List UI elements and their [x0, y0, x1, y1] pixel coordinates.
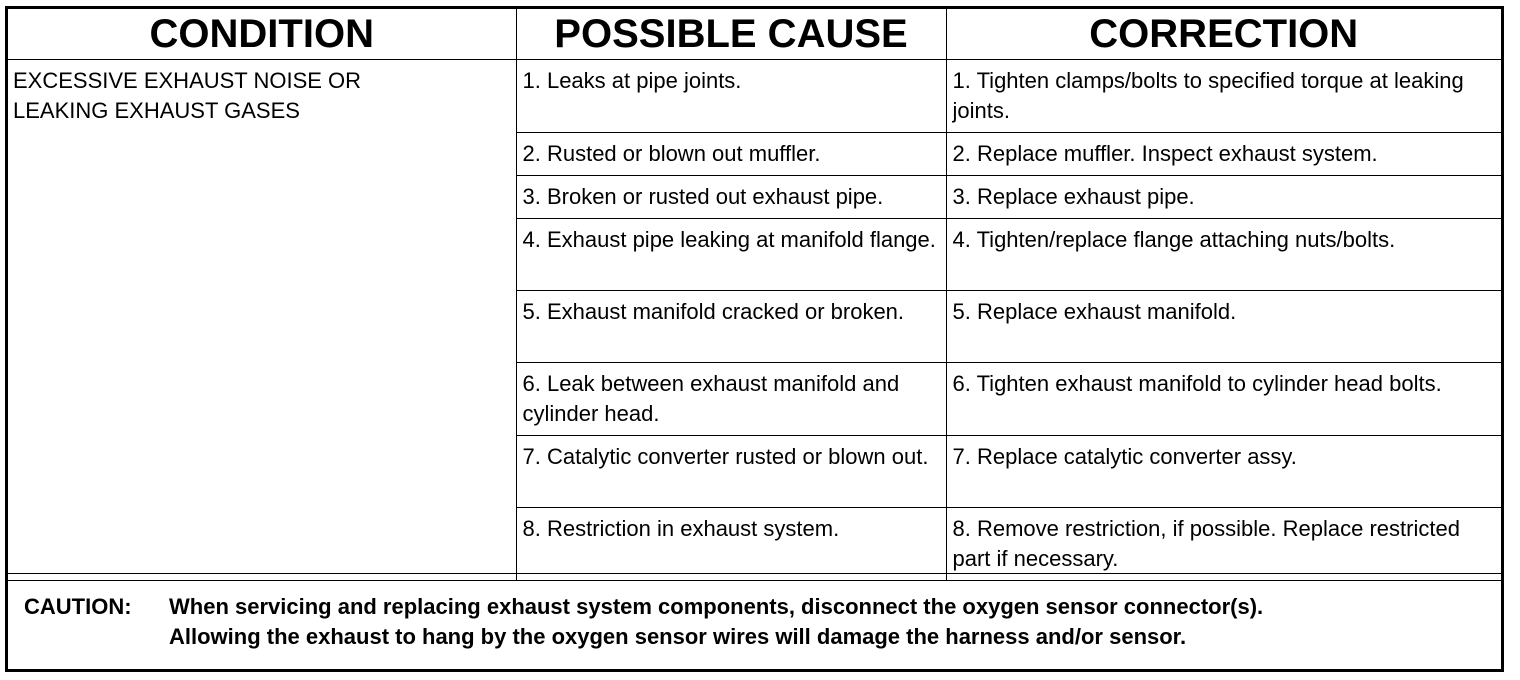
condition-line: EXCESSIVE EXHAUST NOISE OR [13, 68, 362, 93]
cause-cell: 1. Leaks at pipe joints. [516, 60, 946, 133]
caution-line: Allowing the exhaust to hang by the oxygen sensor wires will damage the harness and/or sensor. [169, 624, 1187, 649]
header-condition: CONDITION [8, 9, 516, 60]
correction-cell: 3. Replace exhaust pipe. [946, 176, 1501, 219]
header-row [8, 9, 1501, 60]
correction-cell: 2. Replace muffler. Inspect exhaust system. [946, 133, 1501, 176]
correction-cell: 6. Tighten exhaust manifold to cylinder head bolts. [946, 363, 1501, 436]
table-row [8, 60, 1501, 133]
caution-label: CAUTION: [24, 594, 132, 619]
caution-text [169, 592, 1491, 652]
correction-cell: 8. Remove restriction, if possible. Replace restricted part if necessary. [946, 508, 1501, 581]
correction-cell: 7. Replace catalytic converter assy. [946, 436, 1501, 508]
caution-line: When servicing and replacing exhaust system components, disconnect the oxygen sensor connector(s). [169, 594, 1264, 619]
cause-cell: 8. Restriction in exhaust system. [516, 508, 946, 581]
cause-cell: 4. Exhaust pipe leaking at manifold flange. [516, 219, 946, 291]
troubleshooting-chart [5, 6, 1504, 672]
header-possible-cause: POSSIBLE CAUSE [516, 9, 946, 60]
cause-cell: 5. Exhaust manifold cracked or broken. [516, 291, 946, 363]
diagnosis-table [8, 9, 1501, 581]
cause-cell: 3. Broken or rusted out exhaust pipe. [516, 176, 946, 219]
cause-cell: 7. Catalytic converter rusted or blown out. [516, 436, 946, 508]
correction-cell: 5. Replace exhaust manifold. [946, 291, 1501, 363]
condition-cell [8, 60, 516, 581]
correction-cell: 1. Tighten clamps/bolts to specified torque at leaking joints. [946, 60, 1501, 133]
condition-line: LEAKING EXHAUST GASES [13, 98, 300, 123]
header-correction: CORRECTION [946, 9, 1501, 60]
caution-note [8, 573, 1501, 669]
cause-cell: 6. Leak between exhaust manifold and cylinder head. [516, 363, 946, 436]
correction-cell: 4. Tighten/replace flange attaching nuts/bolts. [946, 219, 1501, 291]
cause-cell: 2. Rusted or blown out muffler. [516, 133, 946, 176]
